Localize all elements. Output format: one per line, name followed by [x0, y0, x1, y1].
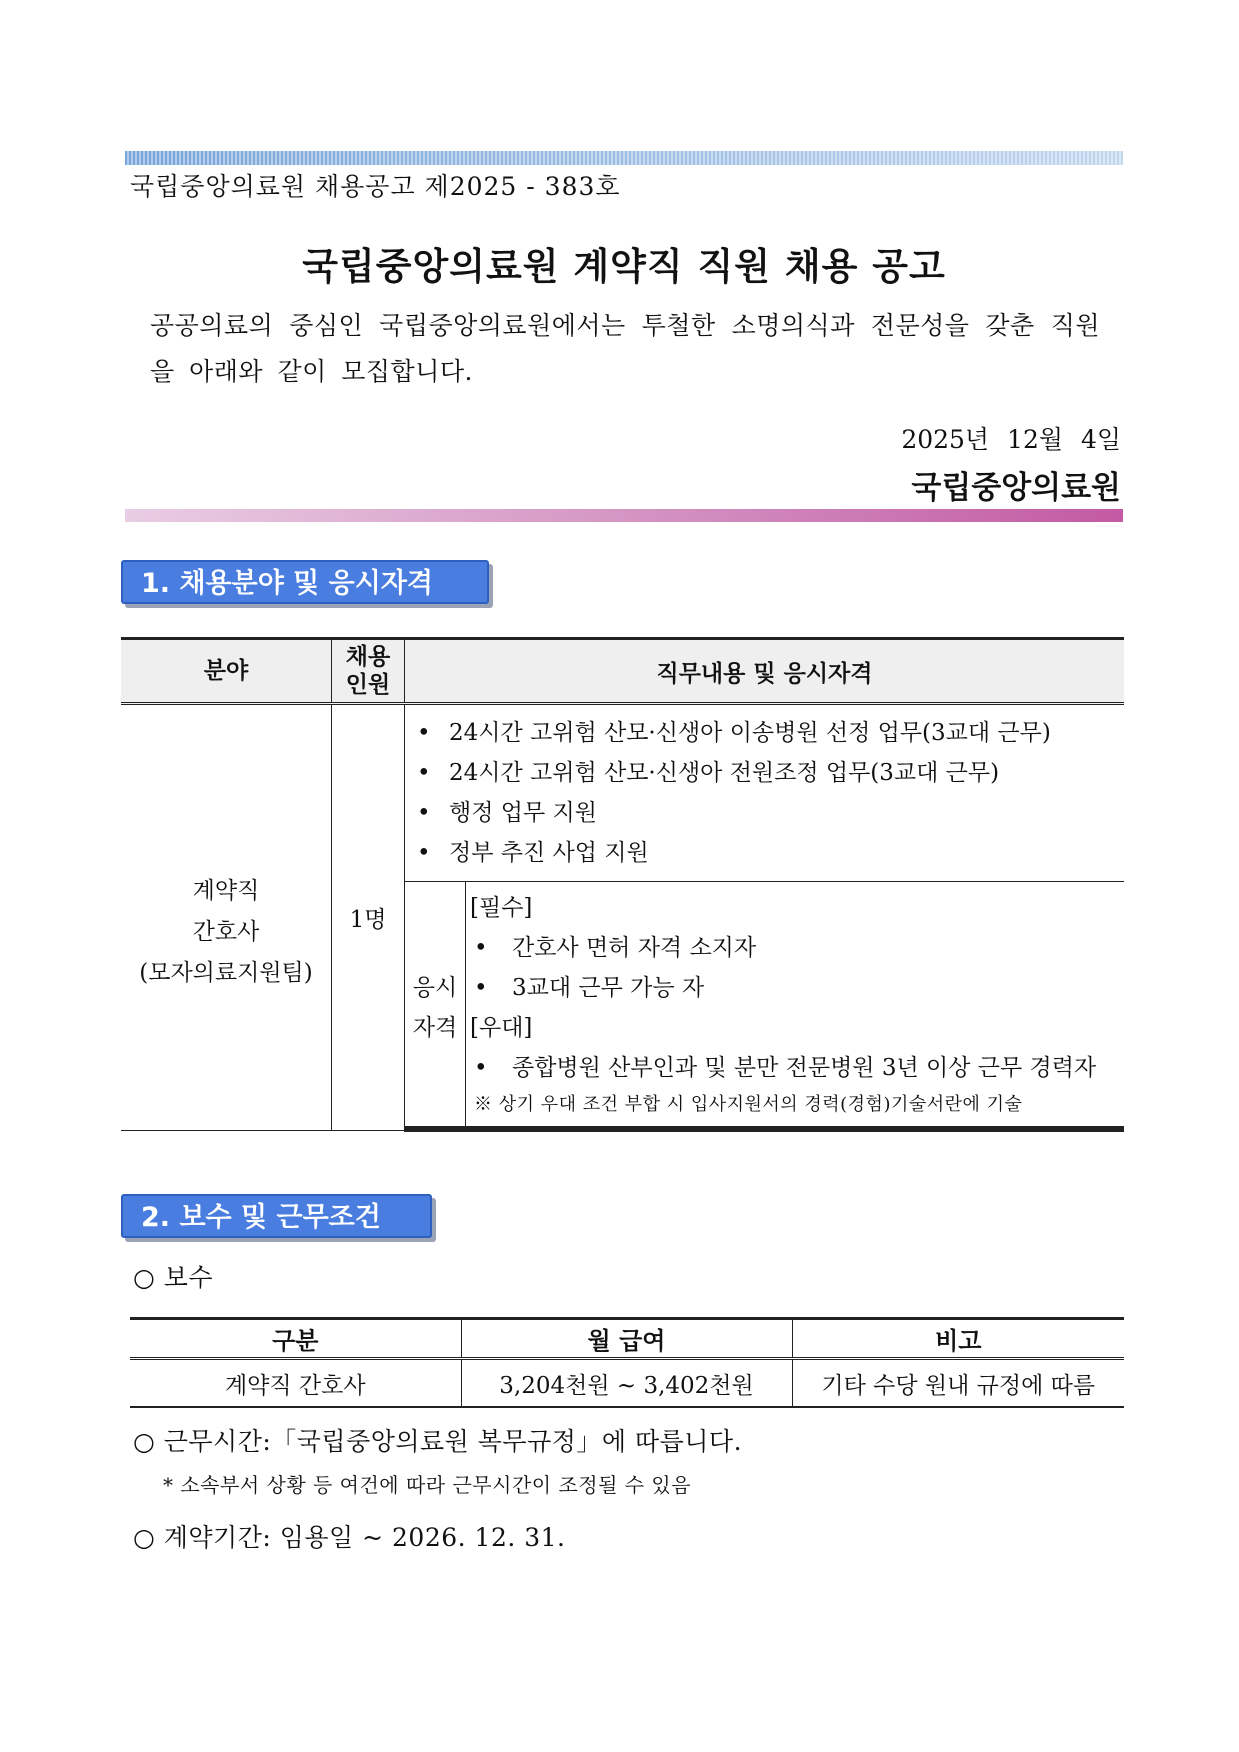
- pay-cell-remarks: 기타 수당 원내 규정에 따름: [792, 1359, 1124, 1408]
- recruitment-table: [121, 637, 1124, 1132]
- duty-item: • 24시간 고위험 산모·신생아 이송병원 선정 업무(3교대 근무): [411, 713, 1124, 753]
- table-row: [130, 1359, 1124, 1408]
- pay-header-remarks: 비고: [792, 1319, 1124, 1359]
- duties-cell: [405, 704, 1125, 882]
- qualification-body: [466, 882, 1125, 1128]
- qualification-label: 응시 자격: [405, 882, 466, 1128]
- count-cell: 1명: [332, 704, 405, 1131]
- notice-date: 2025년 12월 4일: [901, 425, 1121, 454]
- pay-header-category: 구분: [130, 1319, 461, 1359]
- required-item: • 3교대 근무 가능 자: [470, 968, 1124, 1008]
- duty-item: • 행정 업무 지원: [411, 793, 1124, 833]
- required-label: [필수]: [470, 895, 533, 921]
- work-hours-note: * 소속부서 상황 등 여건에 따라 근무시간이 조정될 수 있음: [163, 1473, 692, 1497]
- intro-paragraph: 공공의료의 중심인 국립중앙의료원에서는 투철한 소명의식과 전문성을 갖춘 직원을 아래와 같이 모집합니다.: [150, 311, 1100, 386]
- pink-decorative-bar: [125, 509, 1123, 522]
- header-field: 분야: [121, 639, 332, 704]
- notice-number: 국립중앙의료원 채용공고 제2025 - 383호: [130, 172, 621, 201]
- required-item: • 간호사 면허 자격 소지자: [470, 928, 1124, 968]
- organization-name: 국립중앙의료원: [911, 470, 1121, 506]
- preferred-item: • 종합병원 산부인과 및 분만 전문병원 3년 이상 근무 경력자: [470, 1048, 1124, 1088]
- pay-cell-salary: 3,204천원 ~ 3,402천원: [461, 1359, 792, 1408]
- pay-table: [130, 1317, 1124, 1408]
- section1-title: 1. 채용분야 및 응시자격: [121, 560, 489, 604]
- preferred-label: [우대]: [470, 1015, 533, 1041]
- pay-item: ○ 보수: [133, 1263, 214, 1292]
- pay-cell-category: 계약직 간호사: [130, 1359, 461, 1408]
- contract-period: ○ 계약기간: 임용일 ~ 2026. 12. 31.: [133, 1523, 566, 1552]
- pay-header-salary: 월 급여: [461, 1319, 792, 1359]
- field-cell: 계약직 간호사 (모자의료지원팀): [121, 704, 332, 1131]
- header-count: 채용 인원: [332, 639, 405, 704]
- top-decorative-bar: [125, 151, 1123, 165]
- header-duties: 직무내용 및 응시자격: [405, 639, 1125, 704]
- section2-title: 2. 보수 및 근무조건: [121, 1194, 432, 1238]
- duty-item: • 정부 추진 사업 지원: [411, 833, 1124, 873]
- page-title: 국립중앙의료원 계약직 직원 채용 공고: [302, 245, 946, 288]
- duty-item: • 24시간 고위험 산모·신생아 전원조정 업무(3교대 근무): [411, 753, 1124, 793]
- qualification-cell: [405, 882, 1125, 1131]
- work-hours: ○ 근무시간:「국립중앙의료원 복무규정」에 따릅니다.: [133, 1427, 743, 1456]
- preferred-note: ※ 상기 우대 조건 부합 시 입사지원서의 경력(경험)기술서란에 기술: [474, 1094, 1023, 1115]
